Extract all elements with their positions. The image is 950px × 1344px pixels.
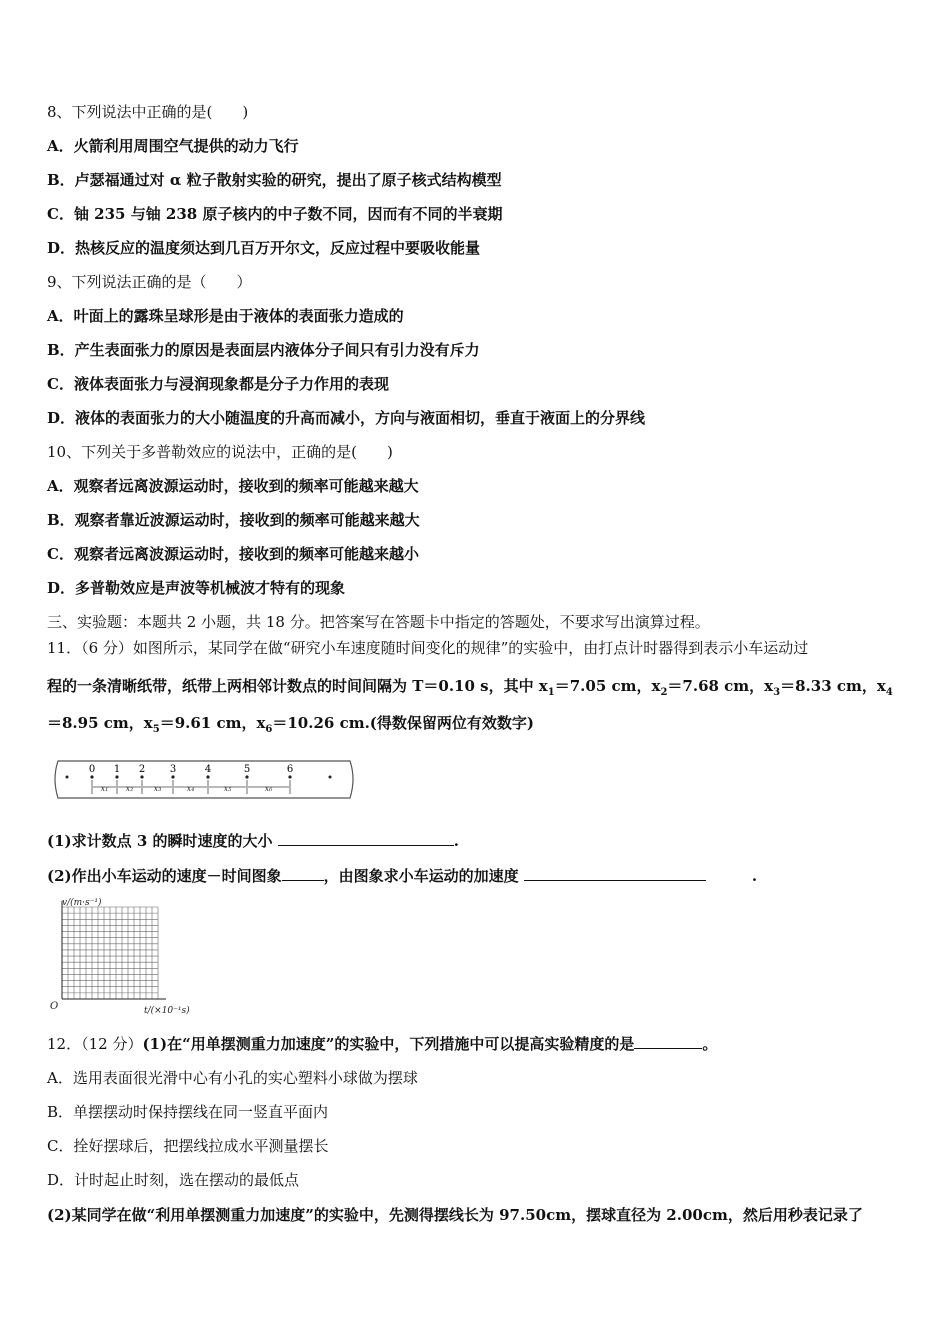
- tape-segment-label: x₂: [125, 784, 134, 793]
- q12-option-b: B．单摆摆动时保持摆线在同一竖直平面内: [47, 1103, 329, 1121]
- tape-point-label: 5: [243, 764, 251, 775]
- tape-dot-left: [66, 776, 69, 779]
- tape-segment-label: x₆: [264, 784, 273, 793]
- tape-point-dot: [288, 775, 291, 778]
- paper-tape-figure: [50, 758, 355, 802]
- answer-blank-q12-1[interactable]: [634, 1034, 702, 1049]
- tape-point-dot: [140, 775, 143, 778]
- tape-point-label: 0: [88, 764, 96, 775]
- answer-blank-graph[interactable]: [282, 866, 324, 881]
- q8-option-c: C．铀 235 与铀 238 原子核内的中子数不同，因而有不同的半衰期: [47, 205, 503, 223]
- q8-option-a: A．火箭利用周围空气提供的动力飞行: [47, 137, 299, 155]
- tape-point-label: 6: [286, 764, 294, 775]
- graph-y-axis-label: v/(m·s⁻¹): [62, 898, 102, 908]
- q11-sub-2: (2)作出小车运动的速度－时间图象 ，由图象求小车运动的加速度 .: [47, 867, 758, 885]
- q9-option-c: C．液体表面张力与浸润现象都是分子力作用的表现: [47, 375, 389, 393]
- q10-option-a: A．观察者远离波源运动时，接收到的频率可能越来越大: [47, 477, 419, 495]
- tape-segment-label: x₃: [153, 784, 162, 793]
- tape-point-dot: [206, 775, 209, 778]
- tape-segment-label: x₄: [186, 784, 195, 793]
- tape-point-label: 3: [169, 764, 177, 775]
- vt-graph-grid: [44, 893, 214, 1015]
- q11-line-1: 11．（6 分）如图所示，某同学在做“研究小车速度随时间变化的规律”的实验中，由打点计时器得到表示小车运动过: [47, 639, 809, 657]
- q8-option-d: D．热核反应的温度须达到几百万开尔文，反应过程中要吸收能量: [47, 239, 481, 257]
- q9-option-b: B．产生表面张力的原因是表面层内液体分子间只有引力没有斥力: [47, 341, 480, 359]
- q10-stem: 10、下列关于多普勒效应的说法中，正确的是( ): [47, 443, 393, 461]
- q9-option-d: D．液体的表面张力的大小随温度的升高而减小，方向与液面相切，垂直于液面上的分界线: [47, 409, 646, 427]
- answer-blank-acceleration[interactable]: [524, 866, 706, 881]
- q9-option-a: A．叶面上的露珠呈球形是由于液体的表面张力造成的: [47, 307, 404, 325]
- q11-line-3: ＝8.95 cm，$x_5=9.61$ cm，$x_6=10.26$ cm.(得数保留两位有效数字): [47, 714, 534, 735]
- tape-segment-label: x₅: [223, 784, 232, 793]
- tape-point-dot: [90, 775, 93, 778]
- q12-stem: 12．（12 分）(1)在“用单摆测重力加速度”的实验中，下列措施中可以提高实验精度的是 。: [47, 1035, 718, 1053]
- q10-option-d: D．多普勒效应是声波等机械波才特有的现象: [47, 579, 346, 597]
- q11-sub-1: (1)求计数点 3 的瞬时速度的大小 .: [47, 832, 459, 850]
- answer-blank-v3[interactable]: [278, 831, 454, 846]
- tape-point-label: 4: [204, 764, 212, 775]
- q12-option-d: D．计时起止时刻，选在摆动的最低点: [47, 1171, 300, 1189]
- tape-point-dot: [115, 775, 118, 778]
- q8-option-b: B．卢瑟福通过对 α 粒子散射实验的研究，提出了原子核式结构模型: [47, 171, 502, 189]
- tape-point-label: 1: [113, 764, 121, 775]
- tape-dot-right: [329, 776, 332, 779]
- tape-point-dot: [171, 775, 174, 778]
- q12-sub-2: (2)某同学在做“利用单摆测重力加速度”的实验中，先测得摆线长为 97.50cm，摆球直径为 2.00cm，然后用秒表记录了: [47, 1206, 863, 1224]
- q10-option-c: C．观察者远离波源运动时，接收到的频率可能越来越小: [47, 545, 419, 563]
- q10-option-b: B．观察者靠近波源运动时，接收到的频率可能越来越大: [47, 511, 420, 529]
- tape-point-label: 2: [138, 764, 146, 775]
- graph-x-axis-label: t/(×10⁻¹s): [144, 1006, 190, 1015]
- tape-point-dot: [245, 775, 248, 778]
- section-3-heading: 三、实验题：本题共 2 小题，共 18 分。把答案写在答题卡中指定的答题处，不要求写出演算过程。: [47, 613, 710, 631]
- graph-origin-label: O: [50, 1001, 59, 1012]
- q12-option-a: A．选用表面很光滑中心有小孔的实心塑料小球做为摆球: [47, 1069, 418, 1087]
- q11-line-2: 程的一条清晰纸带，纸带上两相邻计数点的时间间隔为 T＝0.10 s，其中 $x_1=7.05$ cm，$x_2=7.68$ cm，$x_3=8.33$ cm，$x_4$: [47, 677, 893, 698]
- q12-option-c: C．拴好摆球后，把摆线拉成水平测量摆长: [47, 1137, 329, 1155]
- q8-stem: 8、下列说法中正确的是( ): [47, 103, 249, 121]
- tape-segment-label: x₁: [100, 784, 109, 793]
- graph-grid-lines: [62, 901, 166, 999]
- q9-stem: 9、下列说法正确的是（ ）: [47, 273, 252, 291]
